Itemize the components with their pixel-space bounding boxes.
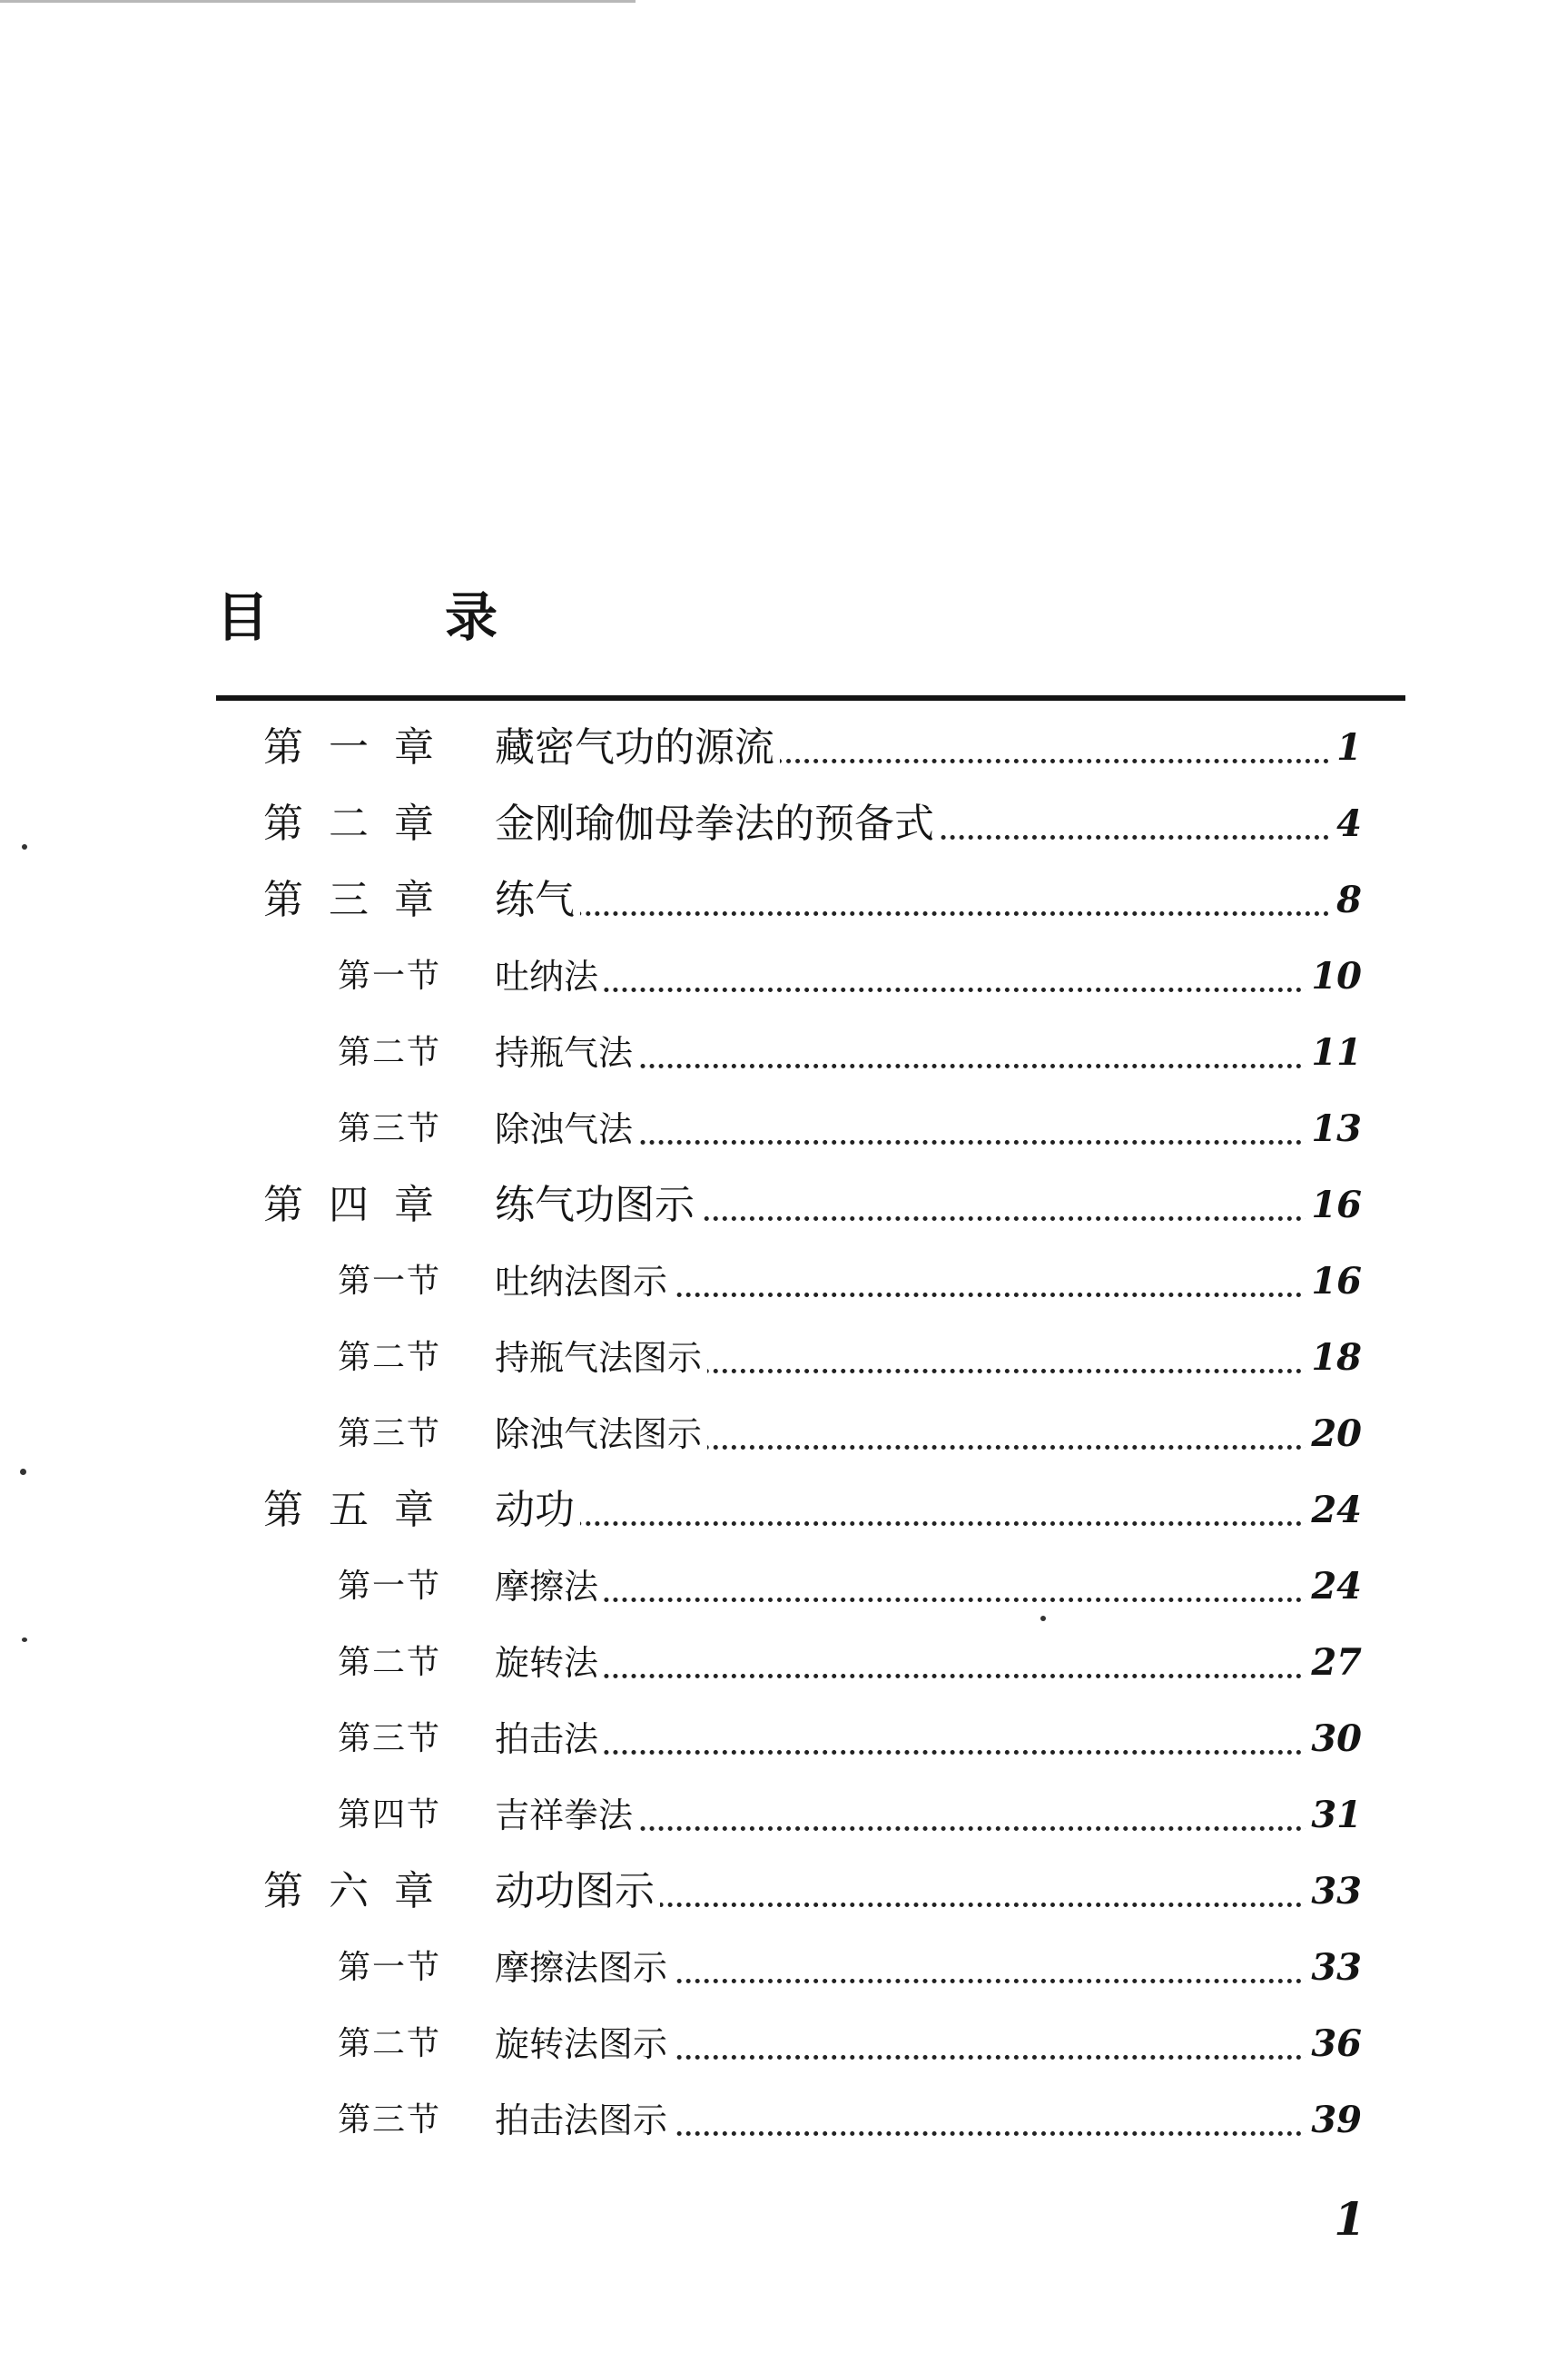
section-label: 第二节 <box>338 1644 442 1681</box>
toc-section-entry <box>0 1091 1567 1167</box>
entry-title: 动功 <box>495 1472 580 1549</box>
entry-page-number: 30 <box>1306 1701 1362 1777</box>
entry-title: 除浊气法 <box>495 1091 638 1167</box>
chapter-label: 第二章 <box>263 801 459 847</box>
entry-page-number: 13 <box>1306 1091 1362 1167</box>
entry-page-number: 24 <box>1306 1549 1362 1625</box>
section-label: 第二节 <box>338 1339 442 1376</box>
entry-title: 拍击法图示 <box>495 2082 673 2159</box>
entry-page-number: 33 <box>1306 1930 1362 2006</box>
top-edge-rule <box>0 0 636 3</box>
title-underline-rule <box>216 695 1405 701</box>
entry-page-number: 8 <box>1331 862 1362 939</box>
page-number: 1 <box>1334 2192 1365 2246</box>
section-label: 第一节 <box>338 1949 442 1986</box>
entry-page-number: 11 <box>1306 1015 1362 1091</box>
speck-mark <box>1040 1616 1046 1621</box>
entry-title: 吐纳法 <box>495 939 604 1015</box>
entry-page-number: 20 <box>1306 1396 1362 1472</box>
page-title <box>216 581 525 654</box>
entry-page-number: 24 <box>1306 1472 1362 1549</box>
toc-section-entry <box>0 1625 1567 1701</box>
section-label: 第三节 <box>338 2101 442 2139</box>
chapter-label: 第四章 <box>263 1182 459 1228</box>
speck-mark <box>22 844 27 850</box>
toc-section-entry <box>0 1930 1567 2006</box>
toc-section-entry <box>0 2006 1567 2082</box>
toc-section-entry <box>0 1396 1567 1472</box>
entry-page-number: 4 <box>1331 786 1362 862</box>
entry-page-number: 18 <box>1306 1320 1362 1396</box>
section-label: 第三节 <box>338 1720 442 1757</box>
entry-title: 藏密气功的源流 <box>495 710 780 786</box>
entry-title: 拍击法 <box>495 1701 604 1777</box>
entry-page-number: 39 <box>1306 2082 1362 2159</box>
entry-title: 金刚瑜伽母拳法的预备式 <box>495 786 940 862</box>
toc-section-entry <box>0 1244 1567 1320</box>
entry-title: 旋转法 <box>495 1625 604 1701</box>
section-label: 第一节 <box>338 1263 442 1300</box>
toc-chapter-entry <box>0 862 1567 939</box>
entry-page-number: 36 <box>1306 2006 1362 2082</box>
dot-leader <box>495 911 1356 916</box>
entry-page-number: 16 <box>1306 1244 1362 1320</box>
entry-title: 持瓶气法 <box>495 1015 638 1091</box>
entry-title: 持瓶气法图示 <box>495 1320 707 1396</box>
chapter-label: 第五章 <box>263 1487 459 1533</box>
toc-section-entry <box>0 1015 1567 1091</box>
toc-chapter-entry <box>0 1167 1567 1244</box>
toc-chapter-entry <box>0 1854 1567 1930</box>
entry-page-number: 16 <box>1306 1167 1362 1244</box>
dot-leader <box>495 1674 1356 1678</box>
chapter-label: 第六章 <box>263 1868 459 1914</box>
dot-leader <box>495 1750 1356 1755</box>
entry-page-number: 1 <box>1331 710 1362 786</box>
toc-section-entry <box>0 1549 1567 1625</box>
chapter-label: 第三章 <box>263 877 459 923</box>
toc-chapter-entry <box>0 1472 1567 1549</box>
toc-section-entry <box>0 1777 1567 1854</box>
entry-page-number: 31 <box>1306 1777 1362 1854</box>
title-char-2: 录 <box>445 586 498 648</box>
section-label: 第三节 <box>338 1415 442 1452</box>
dot-leader <box>495 1598 1356 1602</box>
entry-title: 吐纳法图示 <box>495 1244 673 1320</box>
toc-section-entry <box>0 1701 1567 1777</box>
entry-title: 摩擦法 <box>495 1549 604 1625</box>
speck-mark <box>22 1637 27 1642</box>
toc-section-entry <box>0 939 1567 1015</box>
entry-title: 除浊气法图示 <box>495 1396 707 1472</box>
entry-title: 练气 <box>495 862 580 939</box>
section-label: 第四节 <box>338 1796 442 1834</box>
entry-page-number: 10 <box>1306 939 1362 1015</box>
dot-leader <box>495 988 1356 992</box>
toc-section-entry <box>0 1320 1567 1396</box>
section-label: 第二节 <box>338 1034 442 1071</box>
entry-title: 旋转法图示 <box>495 2006 673 2082</box>
section-label: 第一节 <box>338 1568 442 1605</box>
toc-chapter-entry <box>0 786 1567 862</box>
entry-title: 摩擦法图示 <box>495 1930 673 2006</box>
entry-page-number: 33 <box>1306 1854 1362 1930</box>
entry-title: 动功图示 <box>495 1854 660 1930</box>
section-label: 第二节 <box>338 2025 442 2062</box>
dot-leader <box>495 1521 1356 1526</box>
section-label: 第一节 <box>338 958 442 995</box>
toc-chapter-entry <box>0 710 1567 786</box>
title-char-1: 目 <box>216 586 270 648</box>
section-label: 第三节 <box>338 1110 442 1147</box>
entry-title: 练气功图示 <box>495 1167 700 1244</box>
toc-section-entry <box>0 2082 1567 2159</box>
chapter-label: 第一章 <box>263 724 459 771</box>
entry-title: 吉祥拳法 <box>495 1777 638 1854</box>
entry-page-number: 27 <box>1306 1625 1362 1701</box>
speck-mark <box>20 1469 26 1475</box>
